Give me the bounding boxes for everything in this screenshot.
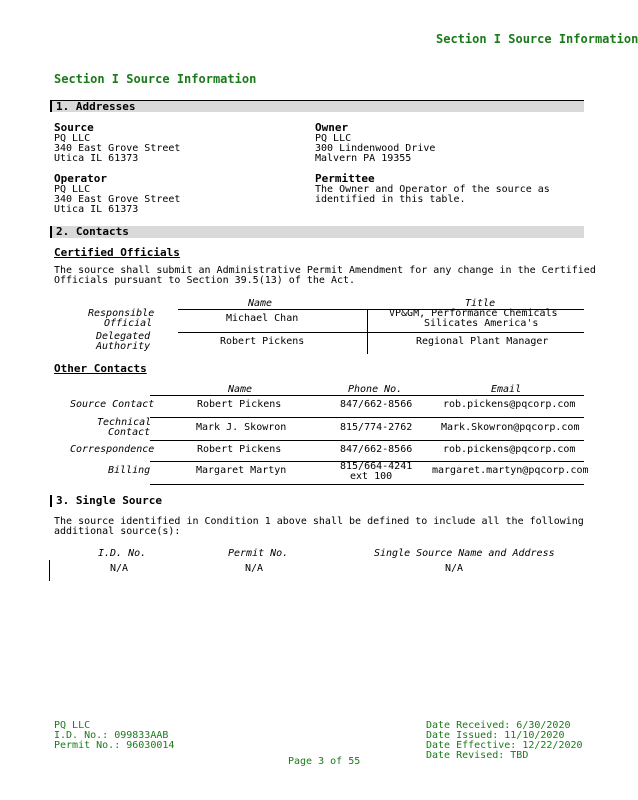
cert-row1-role2: Official <box>104 318 153 329</box>
footer-permit-no: Permit No.: 96030014 <box>54 740 175 751</box>
operator-label: Operator <box>54 172 107 185</box>
other-row-rule-4 <box>150 484 584 485</box>
footer-date-revised: Date Revised: TBD <box>426 750 529 761</box>
other-row3-name: Robert Pickens <box>197 444 282 455</box>
footer-id-no: I.D. No.: 099833AAB <box>54 730 169 741</box>
source-line2: 340 East Grove Street <box>54 143 181 154</box>
single-table-left-rule <box>49 560 50 581</box>
footer-date-issued: Date Issued: 11/10/2020 <box>426 730 565 741</box>
other-col-name: Name <box>228 384 253 395</box>
other-row4-phone1: 815/664-4241 <box>340 461 413 472</box>
cert-row-rule <box>178 332 584 333</box>
certified-text-line1: The source shall submit an Administrative Permit Amendment for any change in the Certified <box>54 265 596 276</box>
other-row-rule-2 <box>150 440 584 441</box>
other-row2-role2: Contact <box>108 427 151 438</box>
other-col-email: Email <box>491 384 522 395</box>
cert-row1-name: Michael Chan <box>226 313 299 324</box>
other-row1-phone: 847/662-8566 <box>340 399 413 410</box>
single-col-permit: Permit No. <box>228 548 289 559</box>
other-row2-role1: Technical <box>97 417 152 428</box>
other-row4-name: Margaret Martyn <box>196 465 287 476</box>
permittee-label: Permittee <box>315 172 375 185</box>
cert-col-name: Name <box>248 298 273 309</box>
other-row3-phone: 847/662-8566 <box>340 444 413 455</box>
other-col-phone: Phone No. <box>348 384 403 395</box>
other-contacts-heading: Other Contacts <box>54 362 147 375</box>
cert-row1-role1: Responsible <box>88 308 155 319</box>
permittee-line2: identified in this table. <box>315 194 466 205</box>
cert-col-title: Title <box>465 298 496 309</box>
other-header-rule <box>150 395 584 396</box>
other-row1-name: Robert Pickens <box>197 399 282 410</box>
running-header: Section I Source Information <box>436 32 638 46</box>
operator-line2: 340 East Grove Street <box>54 194 181 205</box>
owner-line2: 300 Lindenwood Drive <box>315 143 436 154</box>
other-row3-email[interactable]: rob.pickens@pqcorp.com <box>443 444 576 455</box>
owner-address <box>315 121 435 164</box>
certified-officials-heading: Certified Officials <box>54 246 180 259</box>
owner-line3: Malvern PA 19355 <box>315 153 412 164</box>
page-number: Page 3 of 55 <box>288 756 361 767</box>
other-row4-role: Billing <box>108 465 151 476</box>
owner-label: Owner <box>315 121 349 134</box>
single-row-id: N/A <box>110 563 129 574</box>
certified-text-line2: Officials pursuant to Section 39.5(13) of the Act. <box>54 275 356 286</box>
addresses-heading: 1. Addresses <box>50 100 584 112</box>
footer-company: PQ LLC <box>54 720 91 731</box>
other-row3-role: Correspondence <box>70 444 155 455</box>
other-row2-email[interactable]: Mark.Skowron@pqcorp.com <box>441 422 580 433</box>
other-row2-phone: 815/774-2762 <box>340 422 413 433</box>
source-label: Source <box>54 121 94 134</box>
single-source-text-line1: The source identified in Condition 1 above shall be defined to include all the following <box>54 516 584 527</box>
other-row2-name: Mark J. Skowron <box>196 422 287 433</box>
operator-line1: PQ LLC <box>54 184 91 195</box>
permittee-info <box>315 172 550 205</box>
footer-date-effective: Date Effective: 12/22/2020 <box>426 740 583 751</box>
other-row-rule-1 <box>150 417 584 418</box>
single-source-heading: 3. Single Source <box>50 495 584 507</box>
cert-row1-title2: Silicates America's <box>424 318 539 329</box>
owner-line1: PQ LLC <box>315 133 352 144</box>
cert-row2-role1: Delegated <box>96 331 151 342</box>
other-row4-email[interactable]: margaret.martyn@pqcorp.com <box>432 465 589 476</box>
permittee-line1: The Owner and Operator of the source as <box>315 184 550 195</box>
other-row4-phone2: ext 100 <box>350 471 393 482</box>
cert-row1-title1: VP&GM, Performance Chemicals <box>389 308 558 319</box>
single-col-id: I.D. No. <box>98 548 147 559</box>
source-line1: PQ LLC <box>54 133 91 144</box>
contacts-heading: 2. Contacts <box>50 226 584 238</box>
other-row1-role: Source Contact <box>70 399 155 410</box>
other-row1-email[interactable]: rob.pickens@pqcorp.com <box>443 399 576 410</box>
section-title: Section I Source Information <box>54 72 257 86</box>
single-row-name: N/A <box>445 563 464 574</box>
single-source-text-line2: additional source(s): <box>54 526 181 537</box>
cert-row2-role2: Authority <box>96 341 151 352</box>
footer-right <box>426 721 583 761</box>
source-address <box>54 121 180 164</box>
single-row-permit: N/A <box>245 563 264 574</box>
single-col-name: Single Source Name and Address <box>374 548 555 559</box>
footer-date-received: Date Received: 6/30/2020 <box>426 720 571 731</box>
cert-row2-name: Robert Pickens <box>220 336 305 347</box>
source-line3: Utica IL 61373 <box>54 153 139 164</box>
cert-row2-title1: Regional Plant Manager <box>416 336 549 347</box>
footer-left <box>54 721 174 751</box>
operator-address <box>54 172 180 215</box>
operator-line3: Utica IL 61373 <box>54 204 139 215</box>
